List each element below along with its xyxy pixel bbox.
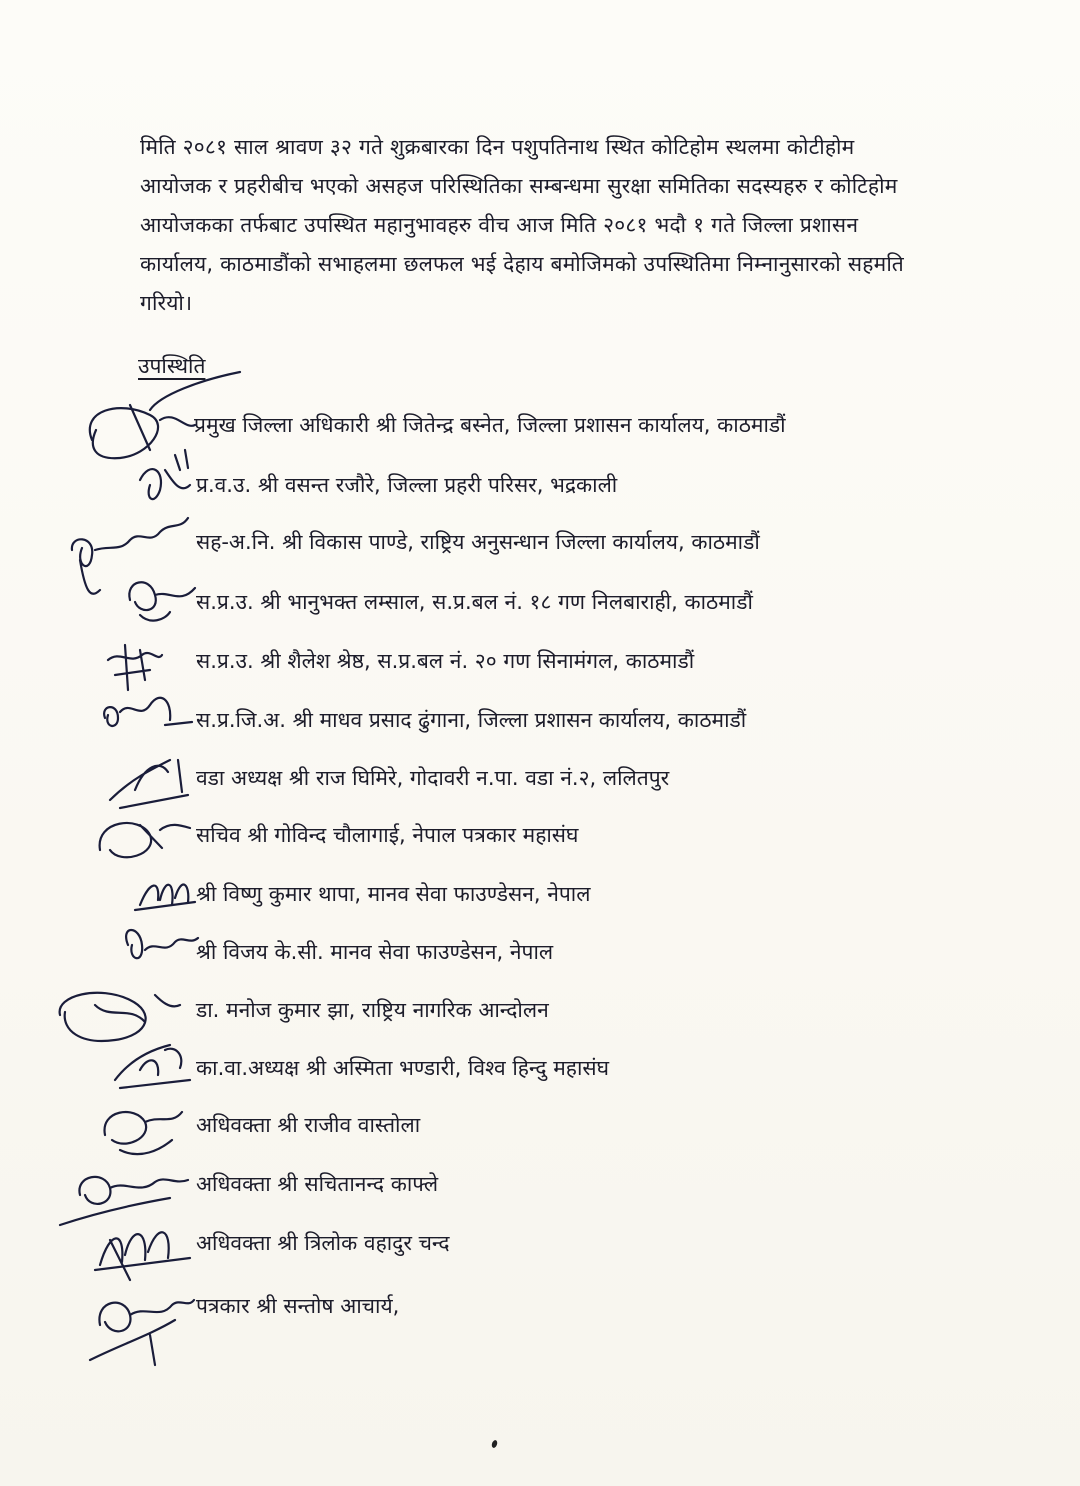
attendee-line: प्रमुख जिल्ला अधिकारी श्री जितेन्द्र बस्नेत, जिल्ला प्रशासन कार्यालय, काठमाडौं — [194, 413, 786, 437]
attendee-line: सह-अ.नि. श्री विकास पाण्डे, राष्ट्रिय अनुसन्धान जिल्ला कार्यालय, काठमाडौं — [196, 530, 760, 554]
attendee-line: डा. मनोज कुमार झा, राष्ट्रिय नागरिक आन्दोलन — [196, 998, 549, 1022]
intro-line: कार्यालय, काठमाडौंको सभाहलमा छलफल भई देहाय बमोजिमको उपस्थितिमा निम्नानुसारको सहमति — [140, 252, 904, 276]
intro-line: आयोजकका तर्फबाट उपस्थित महानुभावहरु वीच आज मिति २०८१ भदौ १ गते जिल्ला प्रशासन — [140, 213, 859, 237]
attendee-line: स.प्र.जि.अ. श्री माधव प्रसाद ढुंगाना, जिल्ला प्रशासन कार्यालय, काठमाडौं — [196, 708, 747, 732]
signature-mark — [105, 1112, 182, 1154]
signature-mark — [60, 993, 180, 1041]
attendee-line: श्री विजय के.सी. मानव सेवा फाउण्डेसन, नेपाल — [196, 940, 554, 964]
attendee-line: का.वा.अध्यक्ष श्री अस्मिता भण्डारी, विश्व हिन्दु महासंघ — [196, 1056, 610, 1080]
signature-mark — [110, 760, 188, 808]
signature-mark — [126, 930, 198, 958]
signature-mark — [140, 450, 190, 499]
attendee-line: पत्रकार श्री सन्तोष आचार्य, — [196, 1294, 400, 1318]
signature-mark — [90, 1300, 194, 1365]
attendee-line: सचिव श्री गोविन्द चौलागाई, नेपाल पत्रकार महासंघ — [196, 823, 579, 847]
signature-mark — [135, 885, 195, 910]
intro-paragraph — [140, 128, 1000, 323]
attendee-line: अधिवक्ता श्री सचितानन्द काफ्ले — [196, 1172, 439, 1196]
signature-mark — [104, 698, 192, 726]
signature-mark — [95, 1232, 190, 1280]
signature-mark — [108, 645, 162, 690]
signature-mark — [60, 1177, 188, 1225]
attendee-line: स.प्र.उ. श्री भानुभक्त लम्साल, स.प्र.बल नं. १८ गण निलबाराही, काठमाडौं — [196, 590, 753, 614]
attendee-line: स.प्र.उ. श्री शैलेश श्रेष्ठ, स.प्र.बल नं. २० गण सिनामंगल, काठमाडौं — [196, 649, 695, 673]
attendee-line: प्र.व.उ. श्री वसन्त रजौरे, जिल्ला प्रहरी परिसर, भद्रकाली — [196, 473, 618, 497]
intro-line: गरियो। — [140, 291, 193, 315]
signature-mark — [100, 823, 190, 857]
attendee-line: अधिवक्ता श्री राजीव वास्तोला — [196, 1113, 421, 1137]
attendee-line: अधिवक्ता श्री त्रिलोक वहादुर चन्द — [196, 1231, 450, 1255]
signature-mark — [129, 582, 195, 620]
attendee-line: वडा अध्यक्ष श्री राज घिमिरे, गोदावरी न.पा. वडा नं.२, ललितपुर — [196, 766, 670, 790]
intro-line: मिति २०८१ साल श्रावण ३२ गते शुक्रबारका दिन पशुपतिनाथ स्थित कोटिहोम स्थलमा कोटीहोम — [140, 135, 855, 159]
attendance-heading: उपस्थिति — [138, 354, 206, 378]
signature-mark — [115, 1045, 190, 1088]
intro-line: आयोजक र प्रहरीबीच भएको असहज परिस्थितिका सम्बन्धमा सुरक्षा समितिका सदस्यहरु र कोटिहोम — [140, 174, 898, 198]
attendee-line: श्री विष्णु कुमार थापा, मानव सेवा फाउण्डेसन, नेपाल — [196, 882, 591, 906]
paper-speck — [491, 1439, 498, 1448]
signature-mark — [72, 518, 188, 594]
